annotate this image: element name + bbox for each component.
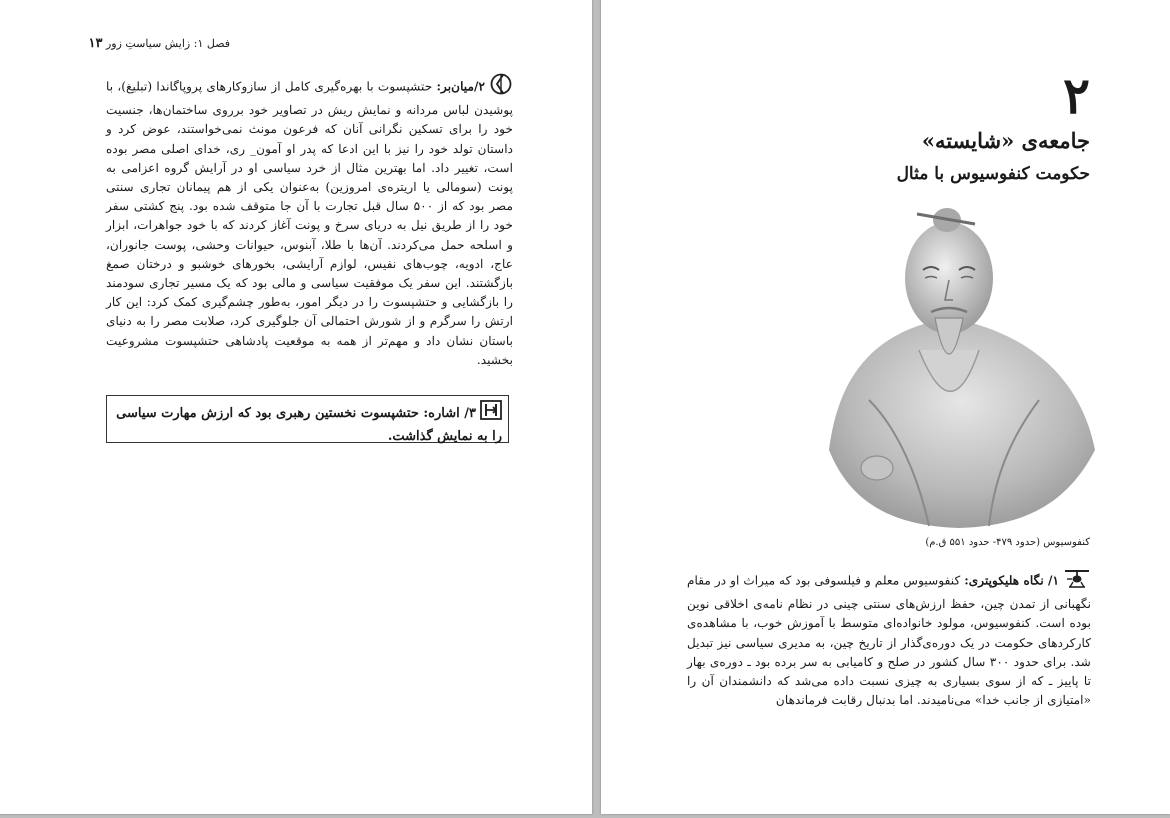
shortcut-line: حتشپسوت با بهره‌گیری کامل از سازوکارهای پروپاگاندا (تبلیغ)،: [117, 79, 433, 94]
helicopter-line: با مشاهده‌ی کارکردهای حکومت در یک دوره‌ی‌گذار از تاریخ چین، به مدیری: [687, 616, 1092, 650]
chapter-title: جامعه‌ی «شایسته»: [921, 128, 1090, 153]
chapter-label: فصل ۱: زایش سیاستِ زور: [105, 37, 230, 50]
hint-icon: [480, 400, 502, 427]
helicopter-line: دانشمندان آن را «امتیازی از جانب خدا» می‌نامیدند. اما بدنبال رقابت فرماندهان: [687, 674, 1091, 708]
chapter-subtitle: حکومت کنفوسیوس با مثال: [896, 164, 1090, 184]
helicopter-line: اخلاقی نوین بوده است. کنفوسیوس، مولود خانواده‌ای متوسط با آموزش خوب،: [687, 597, 1091, 631]
shortcut-line: کرد و داستان تولد خود را نیز با این ادعا که پدر او آمون_ ری، خدای اصلی مصر: [106, 122, 514, 156]
portrait-caption: کنفوسیوس (حدود ۴۷۹- حدود ۵۵۱ ق.م): [925, 537, 1090, 548]
chapter-number: ۲: [1063, 66, 1090, 125]
shortcut-icon: [489, 73, 513, 101]
confucius-portrait: [809, 200, 1101, 530]
shortcut-lead: ۲/میان‌بر:: [436, 79, 486, 94]
hint-box: [106, 395, 509, 443]
shortcut-line: و از شورش احتمالی آن جلوگیری کرد، صلابت مصر را به دنیای باستان نشان داد: [106, 314, 513, 348]
shortcut-line: پونت (سومالی یا اریتره‌ی امروزین) به‌عنوان یکی از هم پیمانان تجاری سنتی مصر: [106, 180, 514, 214]
helicopter-line: بود ـ دوره‌ی بهار تا پاییز ـ که از سوی بسیاری به چیزی نسبت داده می‌شد که: [687, 654, 1091, 689]
shortcut-paragraph: [106, 73, 513, 370]
shortcut-line: و مهم‌تر از همه به موقعیت پادشاهی حتشپسوت مشروعیت بخشید.: [106, 333, 513, 367]
shortcut-line: از طریق نیل به دریای سرخ و پونت آغاز کردند که با خود جواهرات، ابزار و اسلحه: [106, 218, 513, 252]
shortcut-line: بوده است، تغییر داد. اما بهترین مثال از خرد سیاسی او در آرایش گروه اعزامی به: [106, 141, 513, 175]
shortcut-line: سفر یک موفقیت سیاسی و مالی بود که یک مسیر تجاری سودمند را بازگشایی و: [106, 276, 513, 310]
helicopter-line: سیاسی نیز تبدیل شد. برای حدود ۳۰۰ سال کشور در صلح و کامیابی به سر برده: [687, 635, 1092, 669]
helicopter-line: کنفوسیوس معلم و فیلسوفی بود که میراث او در: [714, 573, 961, 588]
page-number: ۱۳: [88, 36, 103, 51]
right-page: [601, 0, 1170, 814]
hint-line: ۳/ اشاره: حتشپسوت نخستین رهبری بود که ارزش مهارت سیاسی: [116, 406, 476, 421]
shortcut-line: جنسیت خود را برای تسکین نگرانی آنان که فرعون مونث نمی‌خواستند، عوض: [106, 103, 513, 137]
running-header: [30, 36, 230, 51]
shortcut-line: با پوشیدن لباس مردانه و نمایش ریش در تصاویر خود برروی ساختمان‌ها،: [106, 79, 514, 118]
helicopter-icon: [1063, 567, 1091, 595]
shortcut-line: بود که از ۵۰۰ سال قبل تجارت با آن جا متوقف شده بود. پنج کشتی سفر خود را: [106, 199, 514, 233]
shortcut-line: حتشپسوت را در دیگر امور، به‌طور چشم‌گیری کمک کرد: این کار ارتش را سرگرم: [106, 295, 514, 329]
shortcut-line: چوب‌های نفیس، لوازم آرایشی، بخورهای خوشبو و درختان صمغ بازگشتند. این: [106, 256, 513, 291]
shortcut-line: حمل می‌کردند. آن‌ها با طلا، آبنوس، حیوانات وحشی، پوست جانوران، عاج، ادویه،: [106, 237, 514, 271]
helicopter-paragraph: [687, 567, 1091, 710]
helicopter-line: مقام نگهبانی از تمدن چین، حفظ ارزش‌های سنتی چینی در نظام نامه‌ی: [687, 573, 1091, 612]
helicopter-lead: ۱/ نگاه هلیکوپتری:: [964, 573, 1060, 588]
hint-line: را به نمایش گذاشت.: [387, 429, 502, 444]
